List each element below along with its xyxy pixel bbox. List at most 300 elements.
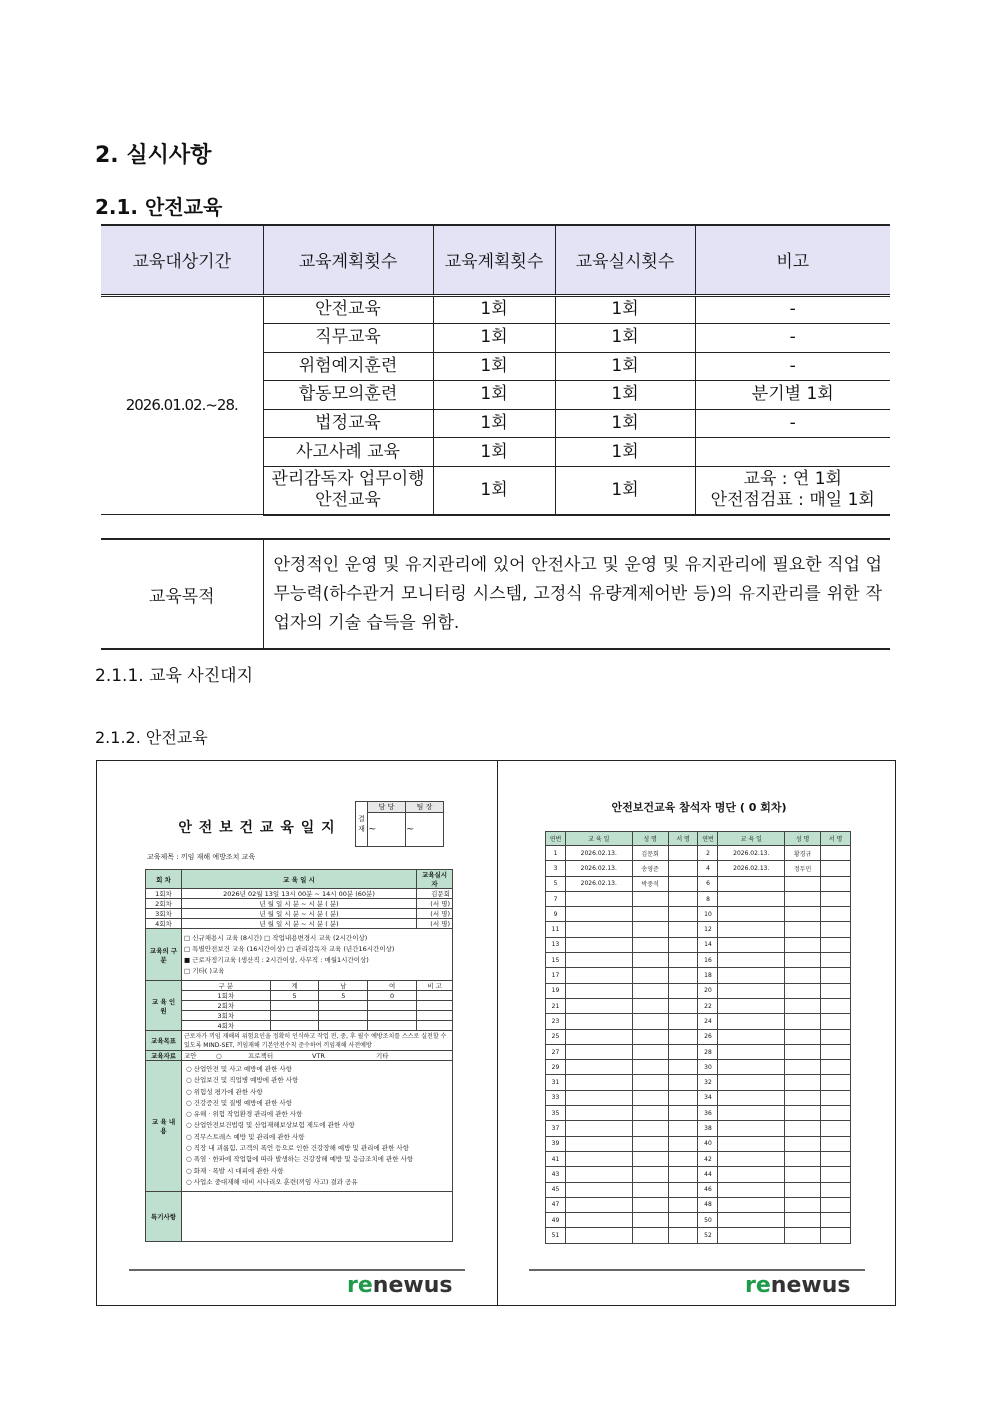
roster-cell: 정두민 — [785, 861, 821, 876]
roster-cell — [668, 1121, 698, 1136]
log-footer-rule — [129, 1269, 465, 1271]
roster-cell — [821, 1151, 851, 1166]
roster-cell — [821, 1213, 851, 1228]
roster-cell — [566, 907, 633, 922]
roster-cell — [668, 846, 698, 861]
people-cell — [417, 1021, 453, 1031]
roster-cell: 12 — [698, 922, 718, 937]
roster-cell — [718, 907, 785, 922]
roster-cell: 46 — [698, 1182, 718, 1197]
roster-cell — [632, 1075, 668, 1090]
roster-cell: 37 — [546, 1121, 566, 1136]
roster-cell — [668, 1014, 698, 1029]
frame-divider — [497, 761, 498, 1305]
approval-leader-signature: ~ — [406, 813, 444, 847]
roster-cell — [668, 1228, 698, 1243]
roster-row — [546, 861, 851, 876]
roster-cell — [718, 1151, 785, 1166]
roster-cell: 송영준 — [632, 861, 668, 876]
roster-cell — [718, 983, 785, 998]
roster-row — [546, 1167, 851, 1182]
roster-cell: 50 — [698, 1213, 718, 1228]
col-datetime: 교 육 일 시 — [182, 870, 417, 889]
people-cell: 1회차 — [182, 991, 271, 1001]
roster-cell: 10 — [698, 907, 718, 922]
roster-cell: 32 — [698, 1075, 718, 1090]
roster-cell — [785, 998, 821, 1013]
roster-cell — [632, 922, 668, 937]
plan-count: 1회 — [433, 352, 555, 381]
roster-cell — [785, 1060, 821, 1075]
note-cell: - — [695, 409, 890, 438]
roster-cell: 38 — [698, 1121, 718, 1136]
roster-cell: 52 — [698, 1228, 718, 1243]
approval-side-label: 결 재 — [356, 802, 368, 847]
roster-cell — [566, 922, 633, 937]
roster-cell — [785, 1075, 821, 1090]
roster-cell — [566, 891, 633, 906]
roster-cell — [718, 1228, 785, 1243]
roster-row — [546, 1075, 851, 1090]
roster-cell — [668, 1197, 698, 1212]
roster-cell — [668, 1151, 698, 1166]
special-label: 특기사항 — [146, 1192, 182, 1242]
purpose-table — [101, 538, 890, 650]
roster-cell: 39 — [546, 1136, 566, 1151]
people-cell — [368, 1011, 417, 1021]
roster-cell: 42 — [698, 1151, 718, 1166]
roster-cell: 24 — [698, 1014, 718, 1029]
roster-cell — [632, 1213, 668, 1228]
datetime-cell: 2026년 02월 13일 13시 00분 ~ 14시 00분 (60분) — [182, 889, 417, 899]
roster-cell — [566, 968, 633, 983]
roster-cell — [668, 983, 698, 998]
instructor-cell: (서 명) — [417, 909, 453, 919]
approval-leader: 팀 장 — [406, 802, 444, 813]
round-cell: 2회차 — [146, 899, 182, 909]
roster-cell — [566, 1167, 633, 1182]
note-cell: 분기별 1회 — [695, 381, 890, 410]
roster-cell — [668, 937, 698, 952]
roster-cell: 43 — [546, 1167, 566, 1182]
roster-cell — [718, 891, 785, 906]
roster-row — [546, 1029, 851, 1044]
roster-cell — [668, 907, 698, 922]
roster-cell — [821, 983, 851, 998]
roster-cell — [566, 998, 633, 1013]
roster-header: 서 명 — [821, 832, 851, 846]
roster-cell: 11 — [546, 922, 566, 937]
education-name: 사고사례 교육 — [263, 438, 433, 467]
photo-frame — [96, 760, 896, 1306]
roster-row — [546, 1136, 851, 1151]
roster-cell — [632, 1060, 668, 1075]
roster-header: 성 명 — [632, 832, 668, 846]
roster-cell — [718, 953, 785, 968]
roster-cell — [821, 1014, 851, 1029]
people-cell — [368, 1021, 417, 1031]
roster-cell: 21 — [546, 998, 566, 1013]
roster-cell: 41 — [546, 1151, 566, 1166]
done-count: 1회 — [555, 381, 695, 410]
roster-cell — [632, 1014, 668, 1029]
roster-header: 성 명 — [785, 832, 821, 846]
roster-cell — [718, 1106, 785, 1121]
education-name: 안전교육 — [263, 295, 433, 324]
roster-cell — [718, 998, 785, 1013]
roster-cell — [821, 1182, 851, 1197]
roster-cell — [718, 968, 785, 983]
roster-row — [546, 1014, 851, 1029]
roster-cell: 34 — [698, 1090, 718, 1105]
roster-cell: 박중석 — [632, 876, 668, 891]
people-cell — [270, 1021, 319, 1031]
roster-cell — [668, 1106, 698, 1121]
roster-cell — [821, 846, 851, 861]
roster-cell — [785, 1136, 821, 1151]
roster-cell: 2026.02.13. — [566, 861, 633, 876]
roster-cell: 20 — [698, 983, 718, 998]
people-cell — [319, 1021, 368, 1031]
plan-count: 1회 — [433, 438, 555, 467]
roster-cell — [821, 1075, 851, 1090]
roster-cell — [821, 998, 851, 1013]
datetime-cell: 년 월 일 시 분 ~ 시 분 ( 분) — [182, 909, 417, 919]
people-header: 계 — [270, 981, 319, 991]
roster-cell — [821, 907, 851, 922]
period-cell: 2026.01.02.~28. — [101, 295, 263, 515]
plan-count: 1회 — [433, 467, 555, 515]
roster-cell: 27 — [546, 1044, 566, 1059]
instructor-cell: (서 명) — [417, 899, 453, 909]
roster-cell — [785, 1213, 821, 1228]
section-heading: 2. 실시사항 — [95, 143, 212, 168]
roster-cell — [668, 998, 698, 1013]
log-grid — [145, 869, 453, 1242]
roster-cell — [821, 1106, 851, 1121]
done-count: 1회 — [555, 324, 695, 353]
roster-cell: 18 — [698, 968, 718, 983]
people-header: 남 — [319, 981, 368, 991]
material-options: 교안 ○ 프로젝터 VTR 기타 — [182, 1051, 453, 1061]
roster-footer-rule — [529, 1269, 865, 1271]
roster-cell — [718, 1075, 785, 1090]
people-cell — [270, 1001, 319, 1011]
roster-cell — [632, 968, 668, 983]
roster-cell: 김문회 — [632, 846, 668, 861]
roster-cell — [566, 1029, 633, 1044]
content-list: ○ 산업안전 및 사고 예방에 관한 사항 ○ 산업보건 및 직업병 예방에 관한 사항 ○ 위험성 평가에 관한 사항 ○ 건강증진 및 질병 예방에 관한 사항 ○ 유해 · 위험 작업환경 관리에 관한 사항 ○ 산업안전보건법령 및 산업재해보상보험 제도에 관한 사항 ○ 직무스트레스 예방 및 관리에 관한 사항 ○ 직장 내 괴롭힘, 고객의 폭언 등으로 인한 건강장해 예방 및 관리에 관한 사항 ○ 폭염 · 한파에 작업함에 따라 발생하는 건강장해 예방 및 응급조치에 관한 사항 ○ 화재 · 폭발 시 대피에 관한 사항 ○ 사업소 중대재해 대비 시나리오 훈련(끼임 사고) 결과 공유 — [182, 1061, 453, 1192]
roster-cell — [632, 1136, 668, 1151]
roster-cell — [566, 1044, 633, 1059]
roster-cell — [785, 1182, 821, 1197]
education-plan-table — [101, 224, 890, 516]
roster-cell: 30 — [698, 1060, 718, 1075]
plan-count: 1회 — [433, 381, 555, 410]
plan-count: 1회 — [433, 324, 555, 353]
roster-cell: 2026.02.13. — [718, 846, 785, 861]
roster-cell — [566, 1228, 633, 1243]
roster-cell — [821, 1029, 851, 1044]
roster-cell — [566, 1213, 633, 1228]
note-cell: - — [695, 295, 890, 324]
note-cell: - — [695, 352, 890, 381]
done-count: 1회 — [555, 409, 695, 438]
header-plan-count: 교육계획횟수 — [263, 225, 433, 295]
roster-cell: 6 — [698, 876, 718, 891]
roster-cell — [821, 876, 851, 891]
plan-count: 1회 — [433, 409, 555, 438]
roster-cell — [566, 1182, 633, 1197]
done-count: 1회 — [555, 295, 695, 324]
roster-cell — [632, 1167, 668, 1182]
done-count: 1회 — [555, 467, 695, 515]
roster-cell — [785, 1228, 821, 1243]
roster-cell — [785, 1106, 821, 1121]
roster-cell — [821, 1167, 851, 1182]
plan-row — [101, 295, 890, 324]
type-options: □ 신규채용시 교육 (8시간) □ 작업내용변경시 교육 (2시간이상) □ 특별안전보건 교육 (16시간이상) □ 관리감독자 교육 (년간16시간이상) ■ 근로자정기교육 (생산직 : 2시간이상, 사무직 : 매월1시간이상) □ 기타( )교육 — [182, 929, 453, 981]
roster-cell — [632, 1121, 668, 1136]
people-cell: 4회차 — [182, 1021, 271, 1031]
roster-cell — [668, 968, 698, 983]
roster-cell: 33 — [546, 1090, 566, 1105]
roster-cell — [566, 1060, 633, 1075]
header-period: 교육대상기간 — [101, 225, 263, 295]
roster-cell — [821, 922, 851, 937]
roster-cell — [566, 1197, 633, 1212]
education-name: 직무교육 — [263, 324, 433, 353]
roster-cell — [718, 1197, 785, 1212]
roster-row — [546, 998, 851, 1013]
roster-cell: 22 — [698, 998, 718, 1013]
goal-label: 교육목표 — [146, 1031, 182, 1051]
roster-cell — [668, 1167, 698, 1182]
roster-cell — [821, 1060, 851, 1075]
roster-cell — [566, 1014, 633, 1029]
roster-cell — [821, 1197, 851, 1212]
roster-title: 안전보건교육 참석자 명단 ( 0 회차) — [611, 801, 787, 814]
roster-cell: 14 — [698, 937, 718, 952]
people-cell — [319, 1001, 368, 1011]
special-cell — [182, 1192, 453, 1242]
approval-staff-signature: ~ — [368, 813, 406, 847]
roster-cell: 40 — [698, 1136, 718, 1151]
roster-cell — [785, 922, 821, 937]
roster-cell — [718, 922, 785, 937]
roster-cell: 31 — [546, 1075, 566, 1090]
roster-cell — [632, 907, 668, 922]
roster-cell — [668, 922, 698, 937]
done-count: 1회 — [555, 438, 695, 467]
header-done-count: 교육실시횟수 — [555, 225, 695, 295]
roster-cell: 9 — [546, 907, 566, 922]
roster-cell — [668, 891, 698, 906]
roster-cell: 15 — [546, 953, 566, 968]
material-label: 교육자료 — [146, 1051, 182, 1061]
roster-row — [546, 1182, 851, 1197]
roster-cell — [668, 1136, 698, 1151]
roster-cell: 2 — [698, 846, 718, 861]
people-cell: 5 — [270, 991, 319, 1001]
roster-cell — [566, 983, 633, 998]
people-cell: 3회차 — [182, 1011, 271, 1021]
roster-cell: 49 — [546, 1213, 566, 1228]
roster-cell: 35 — [546, 1106, 566, 1121]
roster-cell — [718, 937, 785, 952]
roster-cell — [668, 1044, 698, 1059]
roster-cell — [668, 953, 698, 968]
people-cell: 2회차 — [182, 1001, 271, 1011]
roster-cell — [668, 1029, 698, 1044]
roster-cell: 26 — [698, 1029, 718, 1044]
plan-count: 1회 — [433, 295, 555, 324]
roster-cell: 2026.02.13. — [718, 861, 785, 876]
roster-cell — [632, 998, 668, 1013]
roster-cell: 13 — [546, 937, 566, 952]
roster-header: 서 명 — [668, 832, 698, 846]
datetime-cell: 년 월 일 시 분 ~ 시 분 ( 분) — [182, 899, 417, 909]
roster-cell: 2026.02.13. — [566, 846, 633, 861]
roster-cell: 48 — [698, 1197, 718, 1212]
people-header: 구 분 — [182, 981, 271, 991]
roster-cell — [718, 1060, 785, 1075]
roster-cell: 1 — [546, 846, 566, 861]
roster-cell — [718, 1136, 785, 1151]
people-cell — [417, 1001, 453, 1011]
log-subject: 교육제목 : 끼임 재해 예방조치 교육 — [147, 853, 256, 861]
roster-cell — [821, 1090, 851, 1105]
people-cell — [270, 1011, 319, 1021]
roster-cell: 4 — [698, 861, 718, 876]
roster-row — [546, 1197, 851, 1212]
safety-education-heading: 2.1.2. 안전교육 — [95, 728, 208, 747]
goal-text: 근로자가 끼임 재해의 위험요인을 정확히 인식하고 작업 전, 중, 후 필수 예방조치를 스스로 실천할 수 있도록 MIND-SET, 끼임재해 기본안전수칙 준수하여 끼임재해 사전예방 — [182, 1031, 453, 1051]
roster-row — [546, 846, 851, 861]
subsection-heading: 2.1. 안전교육 — [95, 195, 223, 219]
roster-cell — [718, 1029, 785, 1044]
roster-cell — [632, 983, 668, 998]
note-cell — [695, 438, 890, 467]
round-cell: 3회차 — [146, 909, 182, 919]
roster-cell: 44 — [698, 1167, 718, 1182]
roster-cell — [668, 861, 698, 876]
roster-cell — [821, 968, 851, 983]
people-header: 여 — [368, 981, 417, 991]
roster-grid — [545, 831, 851, 1244]
done-count: 1회 — [555, 352, 695, 381]
approval-box — [355, 801, 444, 847]
education-name: 관리감독자 업무이행 안전교육 — [263, 467, 433, 515]
people-cell — [417, 1011, 453, 1021]
roster-cell — [821, 1136, 851, 1151]
roster-cell: 5 — [546, 876, 566, 891]
roster-cell — [632, 1197, 668, 1212]
roster-cell — [785, 1044, 821, 1059]
roster-cell — [632, 1029, 668, 1044]
roster-cell — [632, 1228, 668, 1243]
roster-cell — [785, 1197, 821, 1212]
roster-cell — [785, 1029, 821, 1044]
education-name: 합동모의훈련 — [263, 381, 433, 410]
roster-cell — [785, 1121, 821, 1136]
roster-row — [546, 968, 851, 983]
col-round: 회 차 — [146, 870, 182, 889]
roster-cell: 28 — [698, 1044, 718, 1059]
roster-cell — [785, 876, 821, 891]
purpose-label: 교육목적 — [101, 539, 263, 649]
roster-cell — [785, 968, 821, 983]
roster-cell — [566, 953, 633, 968]
roster-row — [546, 1151, 851, 1166]
round-cell: 4회차 — [146, 919, 182, 929]
roster-cell: 36 — [698, 1106, 718, 1121]
people-cell: 5 — [319, 991, 368, 1001]
roster-cell: 황경규 — [785, 846, 821, 861]
roster-cell — [668, 1090, 698, 1105]
roster-cell — [821, 937, 851, 952]
roster-cell — [632, 1106, 668, 1121]
roster-cell: 17 — [546, 968, 566, 983]
roster-cell — [785, 1151, 821, 1166]
roster-row — [546, 1106, 851, 1121]
roster-cell — [632, 1090, 668, 1105]
roster-cell: 8 — [698, 891, 718, 906]
note-cell: 교육 : 연 1회 안전점검표 : 매일 1회 — [695, 467, 890, 515]
people-cell — [368, 1001, 417, 1011]
roster-cell: 19 — [546, 983, 566, 998]
roster-header: 교 육 일 — [566, 832, 633, 846]
roster-cell: 47 — [546, 1197, 566, 1212]
header-plan-count-2: 교육계획횟수 — [433, 225, 555, 295]
roster-cell — [718, 1213, 785, 1228]
education-name: 위험예지훈련 — [263, 352, 433, 381]
roster-cell — [821, 1044, 851, 1059]
roster-row — [546, 922, 851, 937]
roster-cell — [821, 953, 851, 968]
log-sheet-title: 안 전 보 건 교 육 일 지 — [178, 820, 336, 836]
roster-row — [546, 876, 851, 891]
roster-cell — [718, 1182, 785, 1197]
roster-cell — [785, 891, 821, 906]
roster-row — [546, 1060, 851, 1075]
roster-cell: 16 — [698, 953, 718, 968]
roster-cell: 25 — [546, 1029, 566, 1044]
people-cell — [417, 991, 453, 1001]
roster-cell — [632, 1182, 668, 1197]
roster-cell — [668, 1075, 698, 1090]
renewus-logo: renewus — [347, 1273, 453, 1298]
roster-cell — [566, 1121, 633, 1136]
roster-cell — [632, 937, 668, 952]
roster-cell — [668, 1213, 698, 1228]
roster-cell: 23 — [546, 1014, 566, 1029]
roster-cell — [718, 1090, 785, 1105]
roster-row — [546, 1213, 851, 1228]
header-note: 비고 — [695, 225, 890, 295]
people-header: 비 고 — [417, 981, 453, 991]
roster-cell — [785, 1014, 821, 1029]
roster-cell — [785, 937, 821, 952]
roster-cell — [632, 953, 668, 968]
roster-cell: 51 — [546, 1228, 566, 1243]
roster-row — [546, 983, 851, 998]
roster-row — [546, 1090, 851, 1105]
roster-cell: 45 — [546, 1182, 566, 1197]
roster-cell — [632, 1044, 668, 1059]
photo-section-heading: 2.1.1. 교육 사진대지 — [95, 666, 253, 686]
roster-cell — [718, 876, 785, 891]
